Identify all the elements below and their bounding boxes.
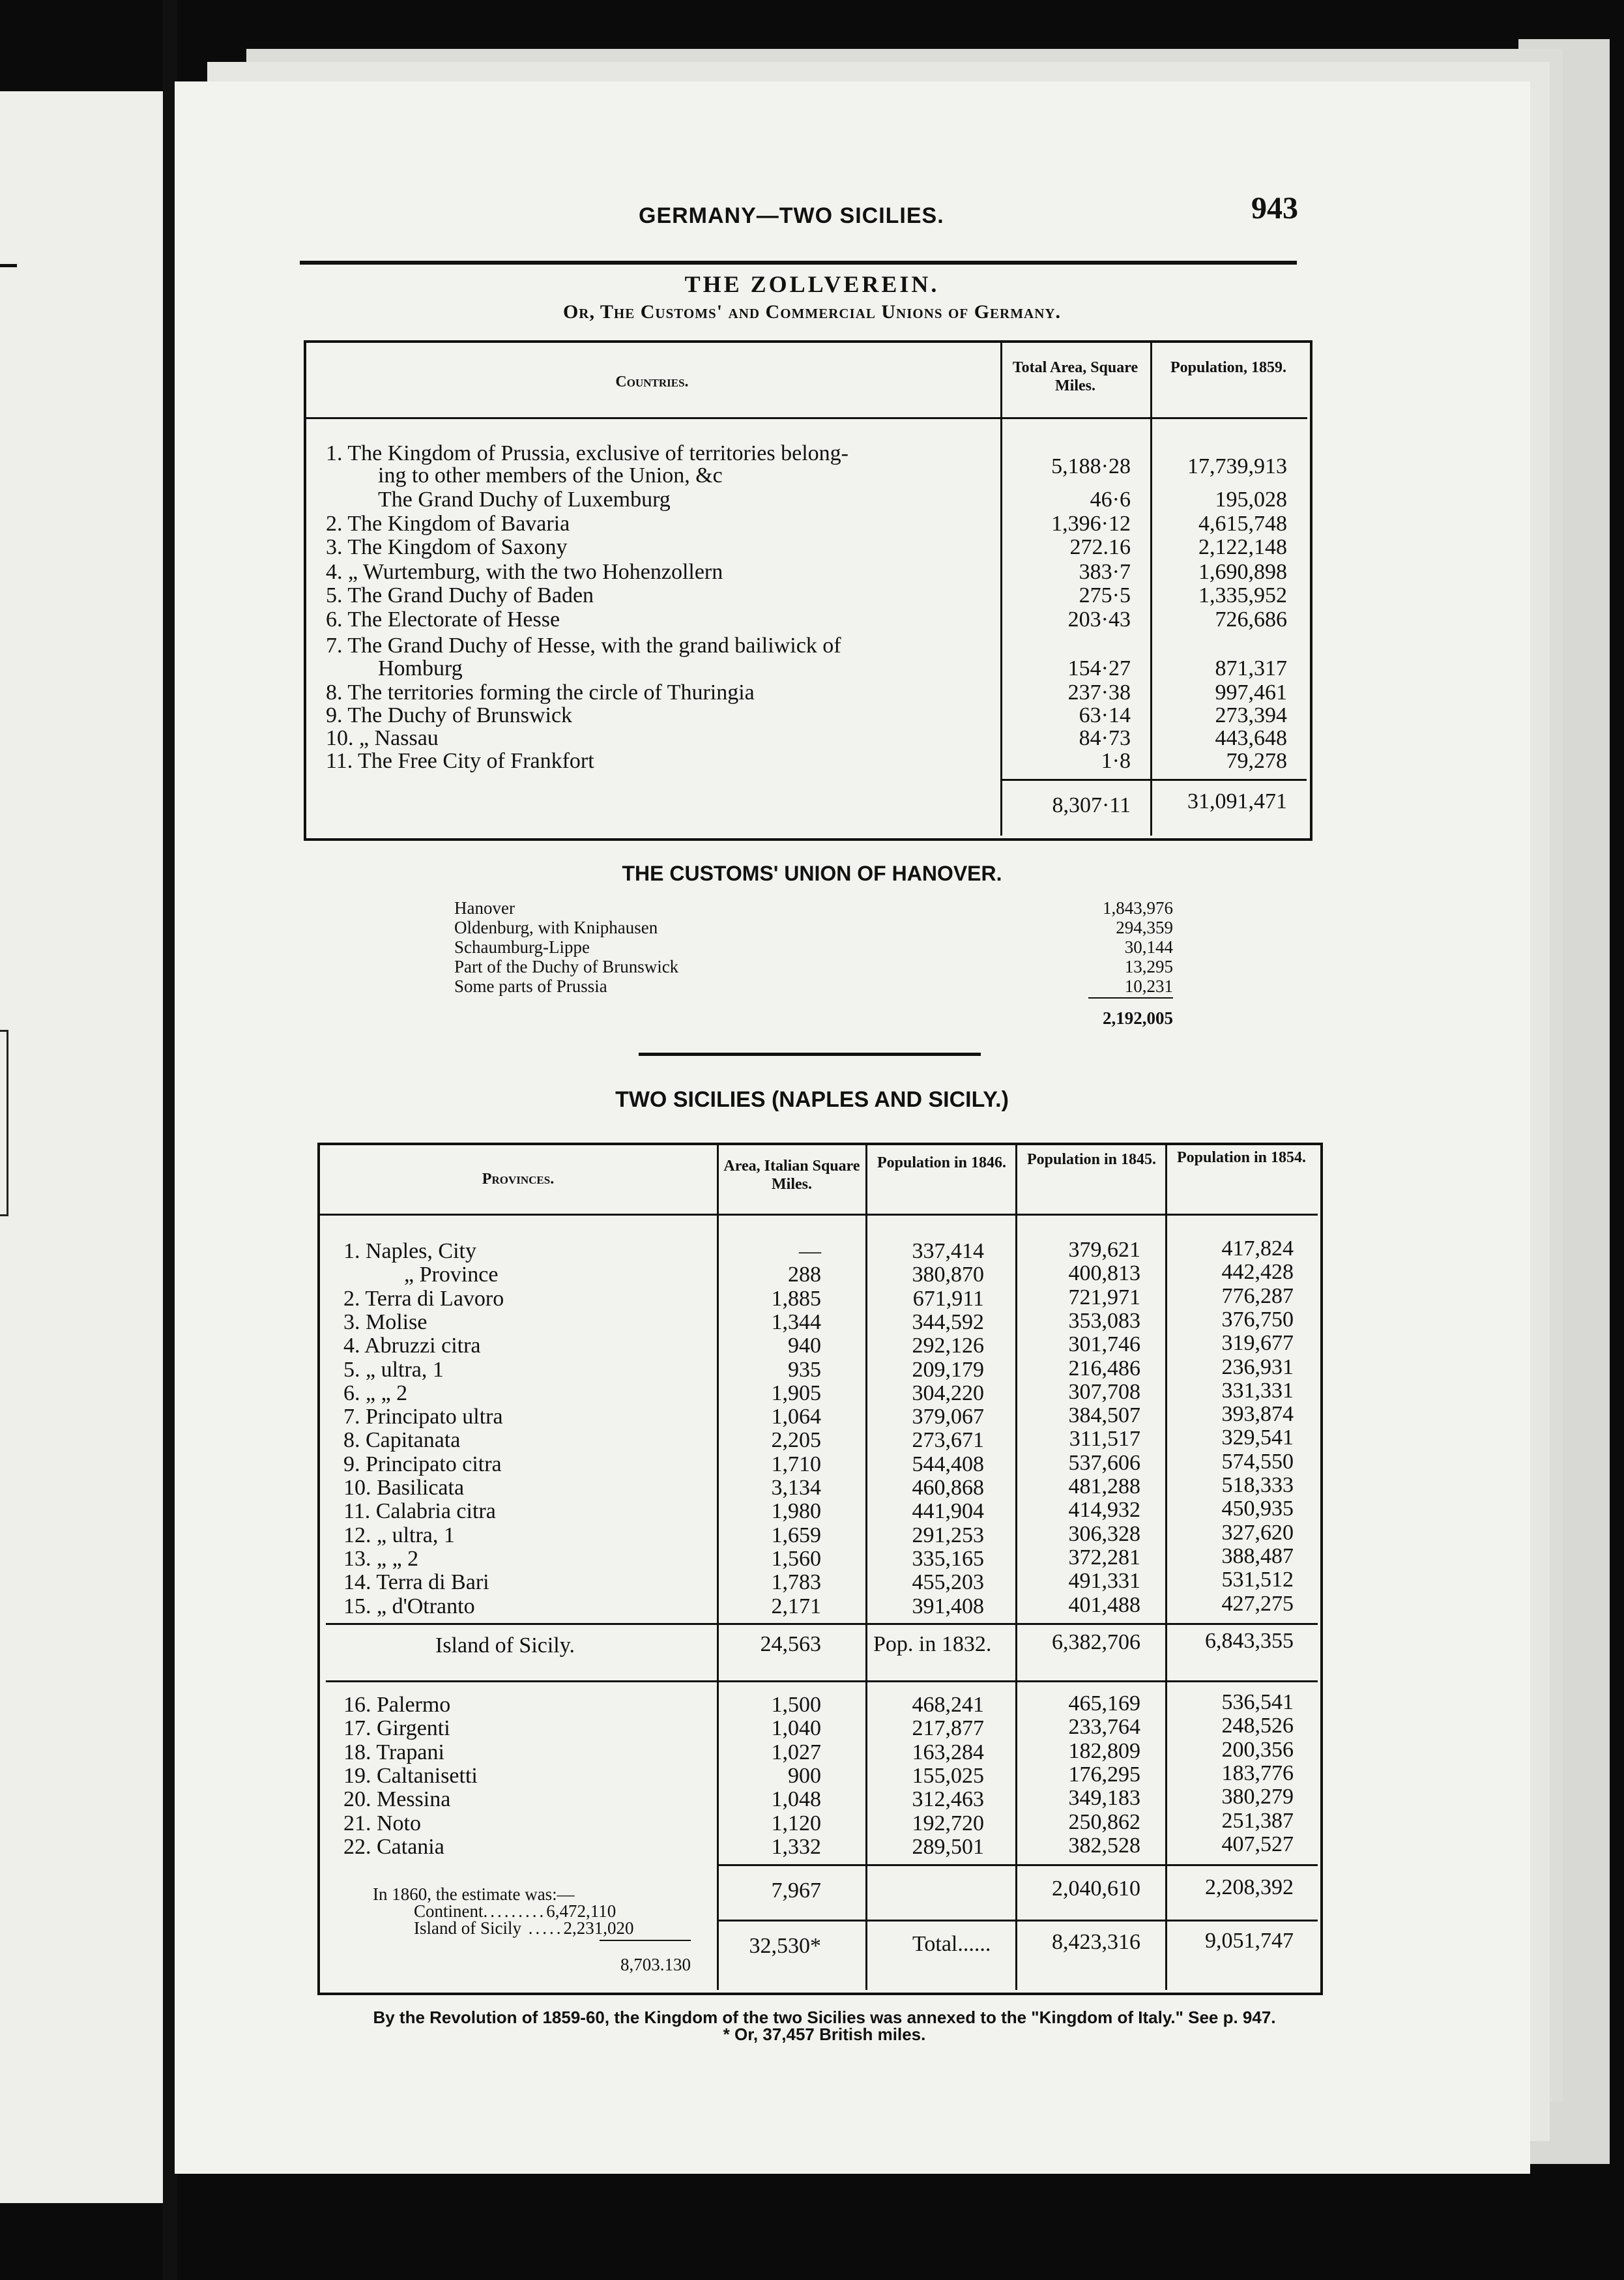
province-area: 1,120 (771, 1811, 821, 1835)
col-provinces: Provinces. (482, 1171, 555, 1188)
hanover-row-value: 10,231 (1124, 976, 1173, 996)
table-rule (1015, 1143, 1017, 1990)
margin-bracket (0, 1030, 8, 1216)
province-p1854: 183,776 (1221, 1761, 1294, 1785)
province-p1846: 344,592 (912, 1309, 984, 1334)
province-p1854: 417,824 (1221, 1236, 1294, 1261)
province-p1854: 327,620 (1221, 1520, 1294, 1545)
province-label: 5. „ ultra, 1 (343, 1357, 444, 1382)
hanover-total: 2,192,005 (1103, 1008, 1173, 1028)
province-p1845: 491,331 (1068, 1569, 1140, 1594)
grand-total-label: Total...... (912, 1932, 991, 1956)
zv-row-label: 4. „ Wurtemburg, with the two Hohenzollern (326, 560, 723, 584)
island-total-p2: 2,040,610 (1052, 1877, 1140, 1901)
province-p1846: 155,025 (912, 1763, 984, 1788)
table-rule (326, 1623, 1318, 1625)
province-p1845: 250,862 (1068, 1809, 1140, 1834)
province-p1846: 304,220 (912, 1381, 984, 1405)
province-p1845: 307,708 (1068, 1379, 1140, 1404)
hanover-row-label: Hanover (454, 898, 515, 918)
zv-row-area: 203·43 (1067, 607, 1131, 632)
province-area: 1,500 (771, 1693, 821, 1717)
province-p1846: 544,408 (912, 1452, 984, 1476)
margin-mark (0, 264, 17, 267)
col-pop-1854: Population in 1854. (1176, 1149, 1307, 1166)
province-area: 288 (788, 1263, 821, 1287)
province-p1845: 216,486 (1068, 1356, 1140, 1381)
province-area: 2,171 (771, 1594, 821, 1618)
province-label: 14. Terra di Bari (343, 1570, 489, 1595)
table-rule (304, 417, 1307, 419)
running-head: GERMANY—TWO SICILIES. (639, 203, 944, 228)
zv-row-area: 383·7 (1079, 560, 1131, 584)
province-area: 900 (788, 1763, 821, 1788)
grand-total-p2: 8,423,316 (1052, 1930, 1140, 1954)
province-p1854: 329,541 (1221, 1425, 1294, 1450)
province-p1845: 465,169 (1068, 1691, 1140, 1716)
province-p1845: 400,813 (1068, 1261, 1140, 1286)
province-p1846: 391,408 (912, 1594, 984, 1618)
zv-row-label: 10. „ Nassau (326, 726, 439, 750)
zv-row-pop: 4,615,748 (1198, 512, 1287, 536)
province-label: 1. Naples, City (343, 1239, 476, 1263)
province-p1854: 236,931 (1221, 1354, 1294, 1379)
hanover-row-value: 1,843,976 (1103, 898, 1173, 918)
table-rule (717, 1143, 719, 1990)
zv-row-area: 1·8 (1101, 749, 1131, 773)
table-rule (1000, 779, 1307, 781)
zv-row-pop: 1,335,952 (1198, 583, 1287, 607)
zv-row-label: 8. The territories forming the circle of Thuringia (326, 680, 755, 705)
province-label: 8. Capitanata (343, 1428, 461, 1453)
province-area: 2,205 (771, 1428, 821, 1453)
province-label: 13. „ „ 2 (343, 1546, 419, 1571)
province-p1846: 460,868 (912, 1476, 984, 1500)
province-p1846: 312,463 (912, 1787, 984, 1812)
sum-rule (1088, 997, 1173, 999)
zv-row-pop: 273,394 (1215, 703, 1287, 727)
mainland-total-p2: 6,382,706 (1052, 1630, 1140, 1654)
province-p1854: 388,487 (1221, 1543, 1294, 1568)
province-area: 3,134 (771, 1476, 821, 1500)
col-pop-1846: Population in 1846. (877, 1154, 1007, 1171)
province-label: 17. Girgenti (343, 1716, 450, 1741)
hanover-row-label: Schaumburg-Lippe (454, 937, 590, 957)
province-p1854: 407,527 (1221, 1832, 1294, 1856)
province-p1845: 233,764 (1068, 1715, 1140, 1740)
table-rule (717, 1920, 1318, 1922)
zv-row-label: 7. The Grand Duchy of Hesse, with the grand bailiwick of (326, 634, 841, 658)
pop-1832-label: Pop. in 1832. (873, 1632, 992, 1656)
col-pop-1845: Population in 1845. (1026, 1151, 1157, 1168)
sum-rule (600, 1940, 691, 1941)
province-area: — (799, 1239, 821, 1263)
mainland-total-area: 24,563 (760, 1632, 821, 1656)
province-p1854: 427,275 (1221, 1591, 1294, 1616)
province-p1854: 776,287 (1221, 1283, 1294, 1308)
col-area-it: Area, Italian Square Miles. (723, 1158, 860, 1193)
province-label: 19. Caltanisetti (343, 1763, 478, 1788)
table-rule (1150, 340, 1152, 836)
zv-row-area: 5,188·28 (1051, 454, 1131, 478)
province-p1846: 217,877 (912, 1716, 984, 1741)
province-p1846: 468,241 (912, 1693, 984, 1717)
province-label: 16. Palermo (343, 1693, 451, 1717)
estimate-island: Island of Sicily .....2,231,020 (414, 1918, 634, 1938)
zv-row-area: 46·6 (1090, 488, 1131, 512)
province-label: 22. Catania (343, 1834, 444, 1859)
grand-total-area: 32,530* (749, 1934, 821, 1958)
mainland-total-p3: 6,843,355 (1205, 1629, 1294, 1653)
province-area: 935 (788, 1357, 821, 1382)
province-label: 11. Calabria citra (343, 1499, 496, 1524)
province-area: 1,560 (771, 1546, 821, 1571)
province-p1854: 393,874 (1221, 1402, 1294, 1427)
province-p1846: 379,067 (912, 1405, 984, 1429)
province-area: 1,344 (771, 1309, 821, 1334)
province-area: 1,332 (771, 1834, 821, 1859)
zv-row-label: 5. The Grand Duchy of Baden (326, 583, 594, 607)
province-p1845: 721,971 (1068, 1285, 1140, 1309)
province-p1845: 353,083 (1068, 1308, 1140, 1333)
province-p1854: 380,279 (1221, 1785, 1294, 1809)
province-p1845: 349,183 (1068, 1786, 1140, 1811)
zv-row-label: The Grand Duchy of Luxemburg (378, 488, 671, 512)
table-rule (717, 1864, 1318, 1866)
province-area: 940 (788, 1334, 821, 1358)
province-label: 2. Terra di Lavoro (343, 1286, 504, 1311)
province-label: 20. Messina (343, 1787, 451, 1812)
province-p1846: 292,126 (912, 1334, 984, 1358)
table-rule (1000, 340, 1002, 836)
province-label: 10. Basilicata (343, 1476, 465, 1500)
zv-row-label: Homburg (378, 656, 463, 680)
province-p1845: 384,507 (1068, 1403, 1140, 1428)
zv-row-area: 272.16 (1069, 535, 1131, 559)
grand-total-p3: 9,051,747 (1205, 1929, 1294, 1953)
zv-row-area: 237·38 (1067, 680, 1131, 705)
province-p1854: 248,526 (1221, 1714, 1294, 1738)
province-label: 21. Noto (343, 1811, 421, 1835)
province-area: 1,040 (771, 1716, 821, 1741)
zv-row-pop: 1,690,898 (1198, 560, 1287, 584)
province-p1846: 291,253 (912, 1523, 984, 1547)
province-label: 9. Principato citra (343, 1452, 502, 1476)
zv-row-area: 63·14 (1079, 703, 1131, 727)
province-area: 1,027 (771, 1740, 821, 1764)
col-population: Population, 1859. (1170, 359, 1287, 376)
estimate-continent: Continent.........6,472,110 (414, 1901, 616, 1921)
province-label: 18. Trapani (343, 1740, 444, 1764)
zv-row-label: 9. The Duchy of Brunswick (326, 703, 573, 727)
province-p1845: 401,488 (1068, 1592, 1140, 1617)
hanover-row-label: Some parts of Prussia (454, 976, 607, 996)
province-p1846: 455,203 (912, 1570, 984, 1595)
province-area: 1,980 (771, 1499, 821, 1524)
province-p1854: 319,677 (1221, 1331, 1294, 1356)
page-number: 943 (1251, 191, 1298, 226)
province-area: 1,064 (771, 1405, 821, 1429)
province-p1854: 200,356 (1221, 1737, 1294, 1762)
province-label: 4. Abruzzi citra (343, 1334, 481, 1358)
island-total-area: 7,967 (771, 1878, 821, 1903)
province-p1845: 372,281 (1068, 1545, 1140, 1570)
province-area: 1,659 (771, 1523, 821, 1547)
province-label: 15. „ d'Otranto (343, 1594, 475, 1618)
zv-row-label: 1. The Kingdom of Prussia, exclusive of territories belong- (326, 441, 848, 465)
province-label: 12. „ ultra, 1 (343, 1523, 455, 1547)
zv-row-area: 1,396·12 (1051, 512, 1131, 536)
province-p1846: 671,911 (912, 1286, 984, 1311)
province-p1854: 331,331 (1221, 1378, 1294, 1403)
table-rule (1165, 1143, 1167, 1990)
zollverein-subtitle: Or, The Customs' and Commercial Unions of Germany. (562, 301, 1062, 323)
province-p1845: 306,328 (1068, 1521, 1140, 1546)
zv-total-pop: 31,091,471 (1187, 789, 1287, 813)
province-p1854: 536,541 (1221, 1690, 1294, 1714)
hanover-row-value: 294,359 (1116, 918, 1173, 937)
zollverein-title: THE ZOLLVEREIN. (684, 271, 940, 297)
zv-row-label: ing to other members of the Union, &c (378, 463, 723, 488)
province-p1846: 335,165 (912, 1546, 984, 1571)
province-p1845: 176,295 (1068, 1762, 1140, 1787)
province-label: „ Province (404, 1263, 499, 1287)
zv-total-area: 8,307·11 (1052, 793, 1131, 817)
zv-row-label: 3. The Kingdom of Saxony (326, 535, 568, 559)
province-label: 6. „ „ 2 (343, 1381, 408, 1405)
footnote-annexation: By the Revolution of 1859-60, the Kingdom of the two Sicilies was annexed to the "Kingdom of Italy." See p. 947. (373, 2008, 1276, 2027)
province-area: 1,048 (771, 1787, 821, 1812)
hanover-row-label: Part of the Duchy of Brunswick (454, 957, 679, 976)
table-rule (317, 1214, 1318, 1216)
hanover-row-value: 13,295 (1124, 957, 1173, 976)
zv-row-area: 275·5 (1079, 583, 1131, 607)
province-p1846: 337,414 (912, 1239, 984, 1263)
province-p1854: 442,428 (1221, 1260, 1294, 1285)
zv-row-pop: 443,648 (1215, 726, 1287, 750)
province-p1854: 251,387 (1221, 1808, 1294, 1833)
island-label: Island of Sicily. (435, 1633, 575, 1658)
zv-row-area: 154·27 (1067, 656, 1131, 680)
province-p1846: 289,501 (912, 1834, 984, 1859)
province-p1846: 273,671 (912, 1428, 984, 1453)
zv-row-label: 6. The Electorate of Hesse (326, 607, 560, 632)
province-p1846: 163,284 (912, 1740, 984, 1764)
hanover-row-value: 30,144 (1124, 937, 1173, 957)
header-rule (300, 261, 1297, 265)
zv-row-pop: 79,278 (1226, 749, 1287, 773)
province-p1846: 441,904 (912, 1499, 984, 1524)
province-label: 3. Molise (343, 1309, 428, 1334)
zv-row-pop: 195,028 (1215, 488, 1287, 512)
province-p1845: 182,809 (1068, 1738, 1140, 1763)
zv-row-pop: 2,122,148 (1198, 535, 1287, 559)
province-p1845: 382,528 (1068, 1833, 1140, 1858)
section-divider (639, 1053, 981, 1056)
province-p1854: 531,512 (1221, 1568, 1294, 1592)
province-area: 1,905 (771, 1381, 821, 1405)
province-area: 1,710 (771, 1452, 821, 1476)
table-rule (326, 1680, 1318, 1682)
zv-row-label: 11. The Free City of Frankfort (326, 749, 594, 773)
province-p1845: 537,606 (1068, 1450, 1140, 1475)
province-p1845: 311,517 (1069, 1427, 1140, 1452)
province-p1846: 209,179 (912, 1357, 984, 1382)
col-countries: Countries. (615, 373, 689, 390)
zv-row-pop: 997,461 (1215, 680, 1287, 705)
province-p1854: 450,935 (1221, 1497, 1294, 1521)
col-area: Total Area, Square Miles. (1012, 359, 1138, 394)
hanover-title: THE CUSTOMS' UNION OF HANOVER. (622, 862, 1002, 885)
footnote-miles: * Or, 37,457 British miles. (723, 2024, 926, 2044)
province-label: 7. Principato ultra (343, 1405, 503, 1429)
zv-row-pop: 871,317 (1215, 656, 1287, 680)
left-page (0, 91, 163, 2203)
estimate-heading: In 1860, the estimate was:— (373, 1884, 575, 1904)
province-p1854: 518,333 (1221, 1473, 1294, 1497)
province-area: 1,885 (771, 1286, 821, 1311)
province-p1845: 481,288 (1068, 1474, 1140, 1498)
zv-row-label: 2. The Kingdom of Bavaria (326, 512, 570, 536)
province-area: 1,783 (771, 1570, 821, 1595)
estimate-total: 8,703.130 (620, 1955, 691, 1974)
table-rule (865, 1143, 867, 1990)
zv-row-area: 84·73 (1079, 726, 1131, 750)
province-p1846: 380,870 (912, 1263, 984, 1287)
province-p1846: 192,720 (912, 1811, 984, 1835)
island-total-p3: 2,208,392 (1205, 1875, 1294, 1899)
zv-row-pop: 726,686 (1215, 607, 1287, 632)
province-p1854: 574,550 (1221, 1449, 1294, 1474)
province-p1854: 376,750 (1221, 1307, 1294, 1332)
province-p1845: 379,621 (1068, 1238, 1140, 1262)
hanover-row-label: Oldenburg, with Kniphausen (454, 918, 658, 937)
zv-row-pop: 17,739,913 (1187, 454, 1287, 478)
province-p1845: 414,932 (1068, 1498, 1140, 1523)
sicilies-title: TWO SICILIES (NAPLES AND SICILY.) (615, 1087, 1009, 1112)
province-p1845: 301,746 (1068, 1332, 1140, 1357)
